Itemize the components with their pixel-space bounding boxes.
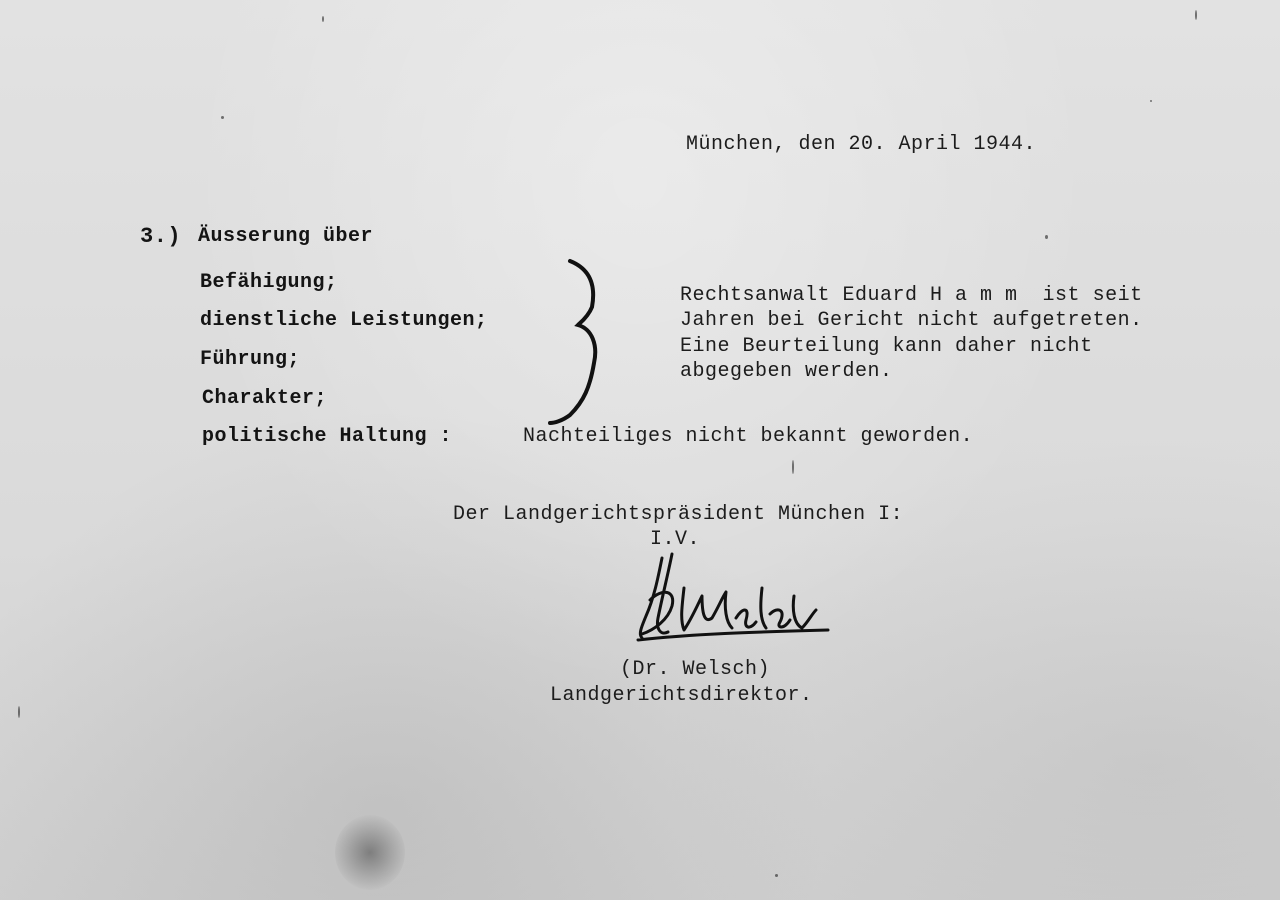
signer-title: Landgerichtsdirektor. [550,684,813,707]
political-attitude-value: Nachteiliges nicht bekannt geworden. [523,425,974,448]
assessment-line: Jahren bei Gericht nicht aufgetreten. [680,309,1143,332]
criterion-performance: dienstliche Leistungen; [200,309,488,332]
handwritten-signature [632,548,832,648]
item-number: 3.) [140,224,182,249]
criterion-conduct: Führung; [200,348,301,371]
assessment-line: abgegeben werden. [680,360,893,383]
item-heading: Äusserung über [198,225,374,248]
paper-speck [792,460,794,474]
paper-speck [322,16,324,22]
paper-speck [775,874,778,877]
date-line: München, den 20. April 1944. [686,133,1037,156]
paper-stain [335,815,405,890]
assessment-line: Eine Beurteilung kann daher nicht [680,335,1093,358]
paper-speck [1150,100,1152,102]
paper-speck [1045,235,1048,239]
criterion-character: Charakter; [202,387,328,410]
handwritten-brace [540,255,620,430]
criterion-aptitude: Befähigung; [200,271,338,294]
assessment-line: Rechtsanwalt Eduard H a m m ist seit [680,284,1143,307]
criterion-political-attitude: politische Haltung : [202,425,453,448]
deputy-line: I.V. [650,528,701,551]
paper-speck [1195,10,1197,20]
paper-speck [18,706,20,718]
authority-line: Der Landgerichtspräsident München I: [453,503,904,526]
paper-speck [221,116,224,119]
signer-name: (Dr. Welsch) [620,658,771,681]
